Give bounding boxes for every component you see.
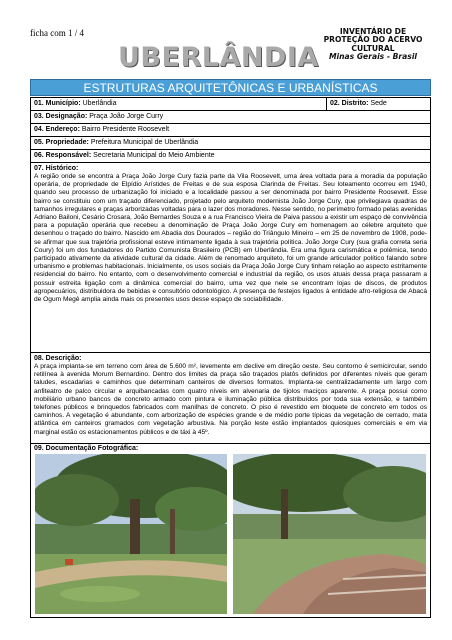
row-responsavel: [31, 150, 430, 163]
municipio-label: 01. Município:: [34, 100, 81, 107]
row-municipio: [31, 98, 430, 111]
fotos-label: 09. Documentação Fotográfica:: [34, 445, 139, 452]
city-title: UBERLÂNDIA: [118, 42, 319, 73]
photo-section: [31, 444, 430, 617]
inventory-line-3: CULTURAL: [351, 43, 395, 53]
designacao-value: Praça João Jorge Curry: [89, 113, 164, 120]
propriedade-value: Prefeitura Municipal de Uberlândia: [90, 139, 199, 146]
inventory-line-2: PROTEÇÃO DO ACERVO: [323, 35, 423, 45]
row-designacao: [31, 111, 430, 124]
responsavel-value: Secretaria Municipal do Meio Ambiente: [93, 152, 215, 159]
page-number: ficha com 1 / 4: [30, 28, 84, 38]
endereco-label: 04. Endereço:: [34, 126, 80, 133]
propriedade-label: 05. Propriedade:: [34, 139, 89, 146]
endereco-value: Bairro Presidente Roosevelt: [81, 126, 170, 133]
row-historico: [31, 163, 430, 353]
row-endereco: [31, 124, 430, 137]
responsavel-label: 06. Responsável:: [34, 152, 92, 159]
distrito-value: Sede: [370, 100, 387, 107]
section-banner: ESTRUTURAS ARQUITETÔNICAS E URBANÍSTICAS: [30, 79, 431, 96]
photo-right-image: [233, 454, 426, 614]
photo-left: [35, 454, 227, 614]
photo-left-image: [35, 454, 227, 614]
distrito-cell: [326, 98, 430, 111]
form-frame: [30, 97, 431, 618]
row-propriedade: [31, 137, 430, 150]
distrito-label: 02. Distrito:: [330, 100, 369, 107]
descricao-text: A praça implanta-se em terreno com área de 5.600 m², levemente em declive em direção oeste. Seu contorno é semicircular, sendo retilínea à avenida Morum Bernardino. Dentro dos limites da praça são traçados platôs definidos por diferentes níveis que geram taludes, escadarias e caminhos que determinam canteiros de diversos formatos. Implanta-se centralizadamente um largo com anfiteatro de palco circular e arquibancadas com quatro níveis em alvenaria de tijolos maciços aparente. A praça possui como mobiliário urbano bancos de concreto armado com pintura e iluminação pública distribuídos por toda sua extensão, e também telefones públicos e brinquedos fabricados com manilhas de concreto. O piso é revestido em bloquete de concreto em todos os caminhos. A vegetação é abundante, com arborização de espécies grande e de médio porte típicas da vegetação de cerrado, mata atlântica em canteiros gramados com vegetação arbustiva. Na porção leste estão implantados quiosques comerciais e em via marginal estão os estacionamentos públicos e de táxi à 45º.: [34, 363, 427, 436]
inventory-heading: [318, 28, 428, 62]
municipio-value: Uberlândia: [82, 100, 117, 107]
inventory-line-4: Minas Gerais - Brasil: [328, 52, 418, 62]
descricao-label: 08. Descrição:: [34, 355, 82, 362]
designacao-label: 03. Designação:: [34, 113, 88, 120]
inventory-line-1: INVENTÁRIO DE: [339, 27, 407, 36]
historico-text: A região onde se encontra a Praça João Jorge Cury fazia parte da Vila Roosevelt, uma área voltada para a moradia da população operária, de propriedade de Elpídio Arístides de Freitas e de sua esposa Clarinda de Freitas. Seu loteamento ocorreu em 1940, quando seu processo de urbanização foi iniciado e a localidade passou a ser denominada por bairro Presidente Roosevelt. Esse bairro se constituiu com um traçado diferenciado, projetado pelo arquiteto modernista João Jorge Cury, que privilegiava quadras de tamanhos irregulares e praças arborizadas voltadas para o lazer dos moradores. Nesse sentido, no perímetro formado pelas avenidas Adriano Bailoni, Cesário Crosara, João Bernardes Souza e a rua Francisco Vieira de Paiva passou a existir um espaço de convivência para a população operária que recebeu a denominação de Praça João Jorge Cury em homenagem ao célebre arquiteto que desenhou o traçado do bairro. Nascido em Abadia dos Dourados – região do Triângulo Mineiro – em 25 de novembro de 1908, pode-se afirmar que sua trajetória profissional esteve intimamente ligada à sua trajetória política. João Jorge Cury (sua grafia correta seria Coury) foi um dos fundadores do Partido Comunista Brasileiro (PCB) em Uberlândia. Era uma figura carismática e polêmica, tendo participado ativamente da atividade cultural da cidade. Além de renomado arquiteto, foi um grande articulador político falando sobre urbanismo e problemas habitacionais. Inicialmente, os usos sociais da Praça João Jorge Cury tinham relação ao aspecto estritamente residencial do bairro. No entanto, com o desenvolvimento comercial e industrial da região, os usos atuais dessa praça passaram a possuir estreita ligação com a dinâmica comercial do bairro, uma vez que nele se encontram lojas de discos, de produtos agropecuários, distribuidora de bebidas e consultório odontológico. A presença de festejos ligados à entidade afro-religiosa de Abacá de Ogum Megê amplia ainda mais os presentes usos desse espaço de sociabilidade.: [34, 173, 427, 304]
row-descricao: [31, 353, 430, 444]
historico-label: 07. Histórico:: [34, 165, 79, 172]
photo-right: [233, 454, 426, 614]
